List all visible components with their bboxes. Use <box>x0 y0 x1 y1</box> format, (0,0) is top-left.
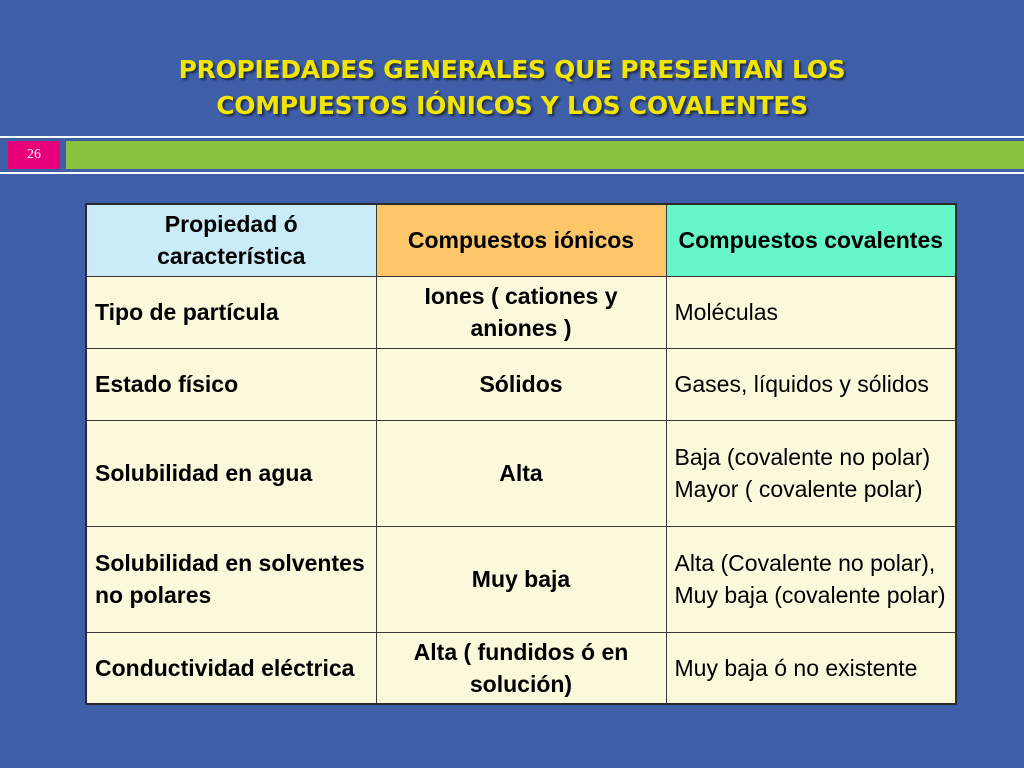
slide-title-line-1: PROPIEDADES GENERALES QUE PRESENTAN LOS <box>178 55 846 84</box>
property-cell: Solubilidad en agua <box>86 420 376 526</box>
divider-line-top <box>0 136 1024 138</box>
ionic-cell: Alta ( fundidos ó en solución) <box>376 632 666 704</box>
ionic-cell: Sólidos <box>376 348 666 420</box>
header-property: Propiedad ó característica <box>86 204 376 276</box>
table-row <box>86 276 956 348</box>
header-covalent-compounds: Compuestos covalentes <box>666 204 956 276</box>
table-row <box>86 348 956 420</box>
property-cell: Estado físico <box>86 348 376 420</box>
property-cell: Solubilidad en solventes no polares <box>86 526 376 632</box>
table-row <box>86 632 956 704</box>
accent-bar <box>66 141 1024 169</box>
covalent-cell: Baja (covalente no polar) Mayor ( covalente polar) <box>666 420 956 526</box>
covalent-cell: Alta (Covalente no polar), Muy baja (covalente polar) <box>666 526 956 632</box>
ionic-cell: Muy baja <box>376 526 666 632</box>
page-number-badge: 26 <box>8 141 60 169</box>
ionic-cell: Alta <box>376 420 666 526</box>
properties-table <box>85 203 957 705</box>
covalent-cell: Moléculas <box>666 276 956 348</box>
header-ionic-compounds: Compuestos iónicos <box>376 204 666 276</box>
table-row <box>86 526 956 632</box>
covalent-cell: Muy baja ó no existente <box>666 632 956 704</box>
property-cell: Conductividad eléctrica <box>86 632 376 704</box>
divider-line-bottom <box>0 172 1024 174</box>
table-header-row <box>86 204 956 276</box>
property-cell: Tipo de partícula <box>86 276 376 348</box>
slide-title-line-2: COMPUESTOS IÓNICOS Y LOS COVALENTES <box>216 91 808 120</box>
slide-title <box>0 52 1024 124</box>
covalent-cell: Gases, líquidos y sólidos <box>666 348 956 420</box>
ionic-cell: Iones ( cationes y aniones ) <box>376 276 666 348</box>
table-row <box>86 420 956 526</box>
